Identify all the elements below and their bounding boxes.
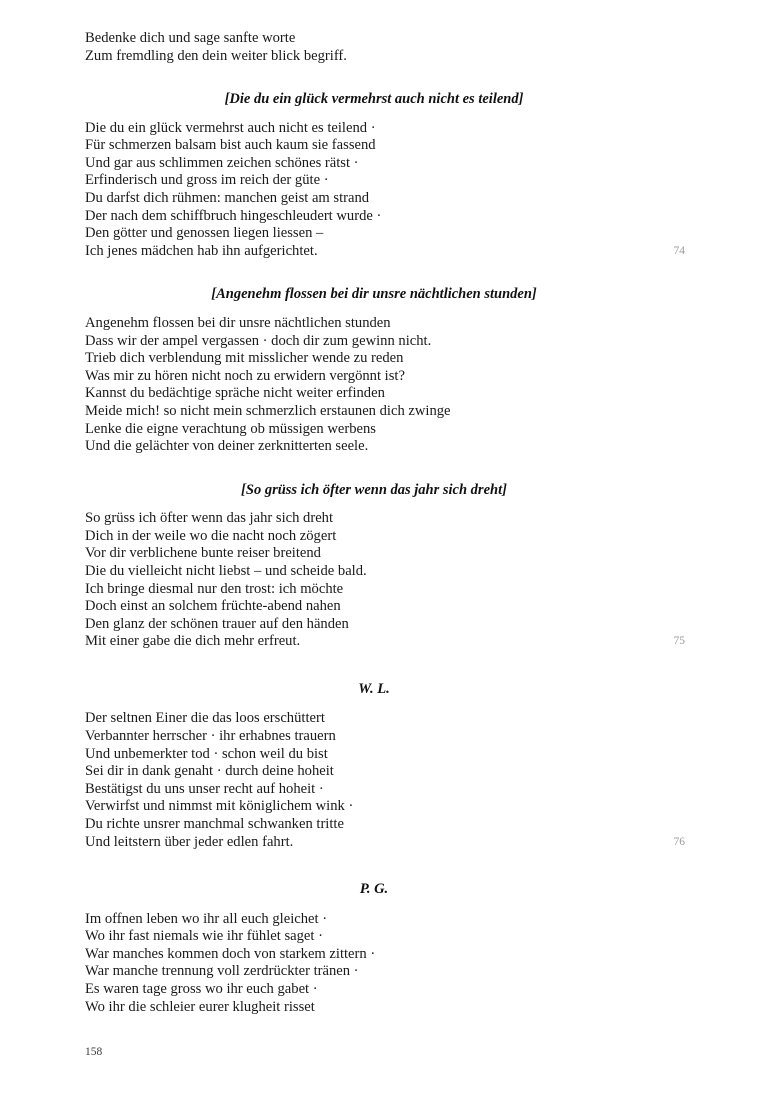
verse-line: Erfinderisch und gross im reich der güte · [85, 172, 329, 189]
poem-number: 74 [673, 244, 685, 257]
verse-line: Bestätigst du uns unser recht auf hoheit · [85, 780, 324, 797]
verse-line: Und gar aus schlimmen zeichen schönes rätst · [85, 154, 359, 171]
spacer [85, 109, 663, 120]
verse-line: Und die gelächter von deiner zerknitterten seele. [85, 438, 369, 455]
verse-line: War manche trennung voll zerdrückter tränen · [85, 963, 359, 980]
verse-line: Und leitstern über jeder edlen fahrt. [85, 833, 294, 850]
verse-line: Du richte unsrer manchmal schwanken tritte [85, 816, 344, 832]
poem-initials-heading: P. G. [359, 881, 389, 898]
text-column [85, 30, 685, 1016]
opening-fragment [85, 30, 663, 65]
verse-line: Doch einst an solchem früchte-abend nahen [85, 598, 341, 615]
verse-line: Meide mich! so nicht mein schmerzlich erstaunen dich zwinge [85, 402, 451, 419]
poem-body [85, 119, 685, 261]
verse-line: Zum fremdling den dein weiter blick begriff. [85, 47, 347, 64]
verse-line: Dass wir der ampel vergassen · doch dir zum gewinn nicht. [85, 332, 432, 349]
verse-line: Du darfst dich rühmen: manchen geist am strand [85, 190, 370, 207]
poem-body [85, 710, 685, 851]
verse-line: Ich jenes mädchen hab ihn aufgerichtet. [85, 242, 318, 259]
poem-number: 76 [673, 835, 685, 848]
verse-line: Sei dir in dank genaht · durch deine hoheit [85, 763, 334, 780]
verse-line: Lenke die eigne verachtung ob müssigen werbens [85, 420, 376, 437]
poem-title: [Die du ein glück vermehrst auch nicht es teilend] [224, 91, 524, 108]
verse-line: Bedenke dich und sage sanfte worte [85, 30, 296, 46]
verse-line: Ich bringe diesmal nur den trost: ich möchte [85, 580, 344, 597]
verse-line: Und unbemerkter tod · schon weil du bist [85, 745, 328, 762]
verse-line: War manches kommen doch von starkem zittern · [85, 945, 376, 962]
poem-title: [Angenehm flossen bei dir unsre nächtlichen stunden] [211, 286, 537, 303]
verse-line: Kannst du bedächtige spräche nicht weiter erfinden [85, 385, 385, 402]
spacer [85, 698, 663, 710]
poem-body [85, 510, 685, 651]
verse-line: Angenehm flossen bei dir unsre nächtlichen stunden [85, 314, 391, 331]
spacer [85, 899, 663, 911]
spacer [85, 851, 663, 881]
poem-title: [So grüss ich öfter wenn das jahr sich dreht] [241, 481, 507, 498]
verse-line: Mit einer gabe die dich mehr erfreut. [85, 633, 301, 650]
spacer [85, 260, 663, 286]
spacer [85, 651, 663, 681]
verse-line: Verbannter herrscher · ihr erhabnes trauern [85, 728, 336, 745]
poem-body [85, 911, 663, 1017]
verse-line: Es waren tage gross wo ihr euch gabet · [85, 981, 318, 998]
verse-line: Der seltnen Einer die das loos erschüttert [85, 710, 325, 727]
spacer [85, 65, 663, 91]
poem-initials-heading: W. L. [358, 680, 390, 697]
poem-body [85, 315, 663, 456]
verse-line: Den glanz der schönen trauer auf den händen [85, 615, 349, 632]
spacer [85, 456, 663, 482]
spacer [85, 499, 663, 510]
verse-line: Wo ihr die schleier eurer klugheit risset [85, 998, 315, 1015]
verse-line: Trieb dich verblendung mit misslicher wende zu reden [85, 350, 404, 367]
verse-line: Verwirfst und nimmst mit königlichem wink · [85, 798, 354, 815]
verse-line: Vor dir verblichene bunte reiser breitend [85, 545, 321, 562]
verse-line: Den götter und genossen liegen liessen – [85, 225, 324, 242]
verse-line: Wo ihr fast niemals wie ihr fühlet saget · [85, 928, 323, 945]
verse-line: So grüss ich öfter wenn das jahr sich dreht [85, 510, 334, 527]
verse-line: Die du vielleicht nicht liebst – und scheide bald. [85, 562, 367, 579]
verse-line: Für schmerzen balsam bist auch kaum sie fassend [85, 137, 376, 154]
page-folio-number: 158 [85, 1046, 103, 1058]
verse-line: Im offnen leben wo ihr all euch gleichet · [85, 910, 328, 927]
spacer [85, 304, 663, 315]
verse-line: Was mir zu hören nicht noch zu erwidern vergönnt ist? [85, 367, 405, 384]
poem-number: 75 [673, 635, 685, 648]
verse-line: Dich in der weile wo die nacht noch zögert [85, 527, 337, 544]
verse-line: Die du ein glück vermehrst auch nicht es teilend · [85, 119, 376, 136]
verse-line: Der nach dem schiffbruch hingeschleudert wurde · [85, 207, 382, 224]
